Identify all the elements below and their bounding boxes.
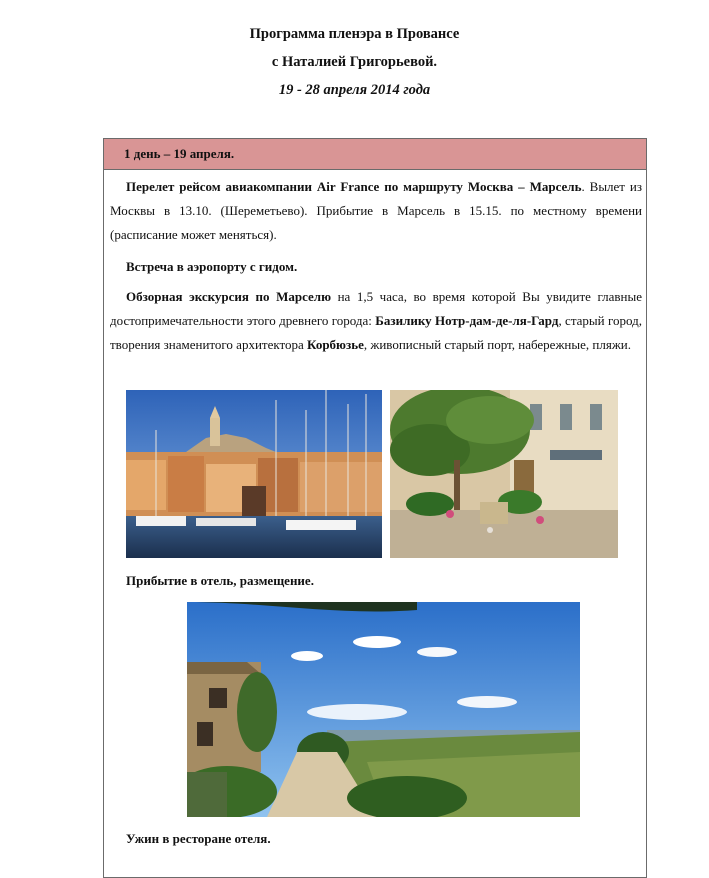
- town-square-photo: [390, 390, 618, 558]
- day-1-heading: 1 день – 19 апреля.: [104, 139, 646, 170]
- corbusier-name: Корбюзье: [307, 337, 364, 352]
- dinner-paragraph: [110, 827, 642, 851]
- program-subtitle: с Наталией Григорьевой.: [271, 54, 438, 70]
- arrival-text: Прибытие в отель, размещение.: [126, 573, 314, 588]
- tour-paragraph: [110, 285, 642, 357]
- dinner-text: Ужин в ресторане отеля.: [126, 831, 271, 846]
- flight-route: Перелет рейсом авиакомпании Air France по маршруту Москва – Марсель: [126, 179, 582, 194]
- flight-details: . Вылет из Москвы в 13.10. (Шереметьево). Прибытие в Марсель в 15.15. по местному времени (расписание может меняться).: [110, 179, 643, 242]
- meeting-paragraph: [110, 255, 642, 279]
- day-1-section: [103, 138, 647, 878]
- hotel-view-photo: [187, 602, 580, 817]
- tour-text-1: на 1,5 часа, во время которой Вы увидите главные достопримечательности этого древнего города:: [110, 289, 642, 328]
- flight-paragraph: [110, 175, 642, 247]
- program-dates: 19 - 28 апреля 2014 года: [278, 82, 431, 98]
- meeting-text: Встреча в аэропорту с гидом.: [126, 259, 298, 274]
- marseille-port-photo: [126, 390, 382, 558]
- arrival-paragraph: [110, 569, 642, 593]
- program-title: Программа пленэра в Провансе: [249, 26, 460, 42]
- program-header: [0, 20, 709, 104]
- tour-text-2: , старый город, творения знаменитого архитектора: [110, 313, 642, 352]
- basilica-name: Базилику Нотр-дам-де-ля-Гард: [375, 313, 559, 328]
- tour-text-3: , живописный старый порт, набережные, пляжи.: [363, 337, 632, 352]
- tour-title: Обзорная экскурсия по Марселю: [126, 289, 332, 304]
